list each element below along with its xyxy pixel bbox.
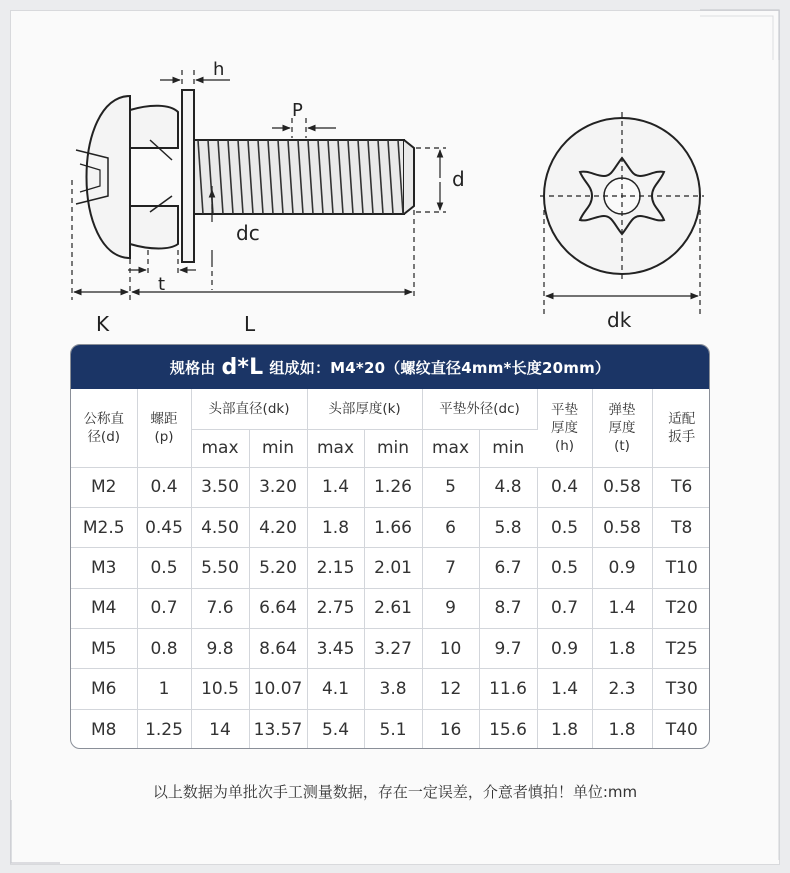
label-dc: dc (236, 221, 260, 245)
table-cell: 8.7 (479, 588, 537, 628)
table-cell: 13.57 (249, 709, 307, 749)
table-cell: 7 (422, 548, 479, 588)
header-dk-max: max (191, 429, 249, 467)
table-cell: 1.8 (307, 507, 364, 547)
table-row (71, 507, 710, 547)
table-cell: 9.8 (191, 629, 249, 669)
label-t: t (158, 274, 166, 295)
spec-table (71, 389, 710, 749)
table-cell: 0.5 (537, 548, 592, 588)
table-cell: 1.26 (364, 467, 422, 507)
table-cell: M8 (71, 709, 137, 749)
table-cell: 5 (422, 467, 479, 507)
table-cell: 4.20 (249, 507, 307, 547)
table-cell: 0.45 (137, 507, 191, 547)
table-cell: 1 (137, 669, 191, 709)
table-cell: M2 (71, 467, 137, 507)
table-cell: 1.8 (592, 629, 652, 669)
table-cell: 3.8 (364, 669, 422, 709)
table-cell: 0.9 (592, 548, 652, 588)
table-cell: 1.4 (537, 669, 592, 709)
table-cell: M4 (71, 588, 137, 628)
table-cell: 0.4 (137, 467, 191, 507)
table-cell: 5.8 (479, 507, 537, 547)
label-dk: dk (607, 308, 632, 332)
table-cell: 1.4 (307, 467, 364, 507)
table-cell: T25 (652, 629, 710, 669)
header-k: 头部厚度(k) (307, 389, 422, 429)
table-cell: 1.25 (137, 709, 191, 749)
header-nominal: 公称直径(d) (71, 389, 137, 467)
table-cell: 16 (422, 709, 479, 749)
table-cell: 0.7 (537, 588, 592, 628)
table-cell: 10 (422, 629, 479, 669)
table-row (71, 588, 710, 628)
table-cell: 5.4 (307, 709, 364, 749)
table-cell: 6 (422, 507, 479, 547)
table-cell: 9.7 (479, 629, 537, 669)
table-cell: T40 (665, 719, 698, 740)
table-cell: 5.20 (249, 548, 307, 588)
table-cell: 1.66 (364, 507, 422, 547)
header-dc-min: min (479, 429, 537, 467)
label-l: L (244, 312, 256, 336)
table-cell: 1.8 (592, 709, 652, 749)
table-cell: 4.50 (191, 507, 249, 547)
table-cell: 2.61 (364, 588, 422, 628)
header-dk: 头部直径(dk) (191, 389, 307, 429)
table-cell: 1.8 (537, 709, 592, 749)
table-cell: 5.50 (191, 548, 249, 588)
label-d: d (452, 167, 465, 191)
table-row (71, 467, 710, 507)
table-cell: 2.01 (364, 548, 422, 588)
title-prefix: 规格由 (169, 358, 216, 377)
label-h: h (213, 59, 225, 80)
table-cell: M3 (71, 548, 137, 588)
table-cell: T6 (652, 467, 710, 507)
table-cell: 0.58 (592, 467, 652, 507)
spec-table-body (71, 467, 710, 749)
table-cell: 14 (191, 709, 249, 749)
title-formula: d*L (221, 354, 264, 380)
spec-table-card (70, 344, 710, 749)
header-k-max: max (307, 429, 364, 467)
table-cell: 11.6 (479, 669, 537, 709)
header-dc-max: max (422, 429, 479, 467)
table-cell: M2.5 (71, 507, 137, 547)
table-cell: 0.5 (537, 507, 592, 547)
table-cell: 3.45 (307, 629, 364, 669)
table-cell: 4.1 (307, 669, 364, 709)
table-cell: 10.5 (191, 669, 249, 709)
table-cell: 0.4 (537, 467, 592, 507)
header-h: 平垫厚度(h) (537, 389, 592, 467)
table-row (71, 629, 710, 669)
table-row (71, 548, 710, 588)
table-cell: 0.5 (137, 548, 191, 588)
table-row (71, 709, 710, 749)
table-cell: M6 (71, 669, 137, 709)
table-cell: 9 (422, 588, 479, 628)
table-cell: 2.15 (307, 548, 364, 588)
table-cell: 1.4 (592, 588, 652, 628)
measurement-note: 以上数据为单批次手工测量数据，存在一定误差，介意者慎拍！单位:mm (152, 783, 638, 801)
label-k: K (96, 312, 110, 336)
table-cell: 3.20 (249, 467, 307, 507)
table-cell: T30 (652, 669, 710, 709)
header-t: 弹垫厚度(t) (592, 389, 652, 467)
table-cell: T10 (652, 548, 710, 588)
table-cell: 5.1 (364, 709, 422, 749)
label-p: P (292, 100, 303, 121)
screw-diagram (0, 0, 790, 340)
table-cell: 0.9 (537, 629, 592, 669)
header-k-min: min (364, 429, 422, 467)
table-cell: 7.6 (191, 588, 249, 628)
table-cell: 10.07 (249, 669, 307, 709)
table-cell: 2.75 (307, 588, 364, 628)
table-cell: 2.3 (592, 669, 652, 709)
table-row (71, 669, 710, 709)
header-dk-min: min (249, 429, 307, 467)
table-cell: 3.50 (191, 467, 249, 507)
header-wrench: 适配扳手 (652, 389, 710, 467)
table-cell: 12 (422, 669, 479, 709)
table-cell: 8.64 (249, 629, 307, 669)
header-dc: 平垫外径(dc) (422, 389, 537, 429)
table-cell: 4.8 (479, 467, 537, 507)
table-cell: 0.8 (137, 629, 191, 669)
table-cell: 15.6 (479, 709, 537, 749)
table-cell: 3.27 (364, 629, 422, 669)
table-cell: M5 (71, 629, 137, 669)
title-suffix: 组成如：M4*20（螺纹直径4mm*长度20mm） (269, 358, 611, 377)
table-cell: 0.58 (592, 507, 652, 547)
table-cell: 0.7 (137, 588, 191, 628)
table-title (71, 345, 709, 389)
table-cell: T8 (652, 507, 710, 547)
table-cell: T20 (652, 588, 710, 628)
table-cell: 6.64 (249, 588, 307, 628)
header-pitch: 螺距(p) (137, 389, 191, 467)
table-cell: 6.7 (479, 548, 537, 588)
